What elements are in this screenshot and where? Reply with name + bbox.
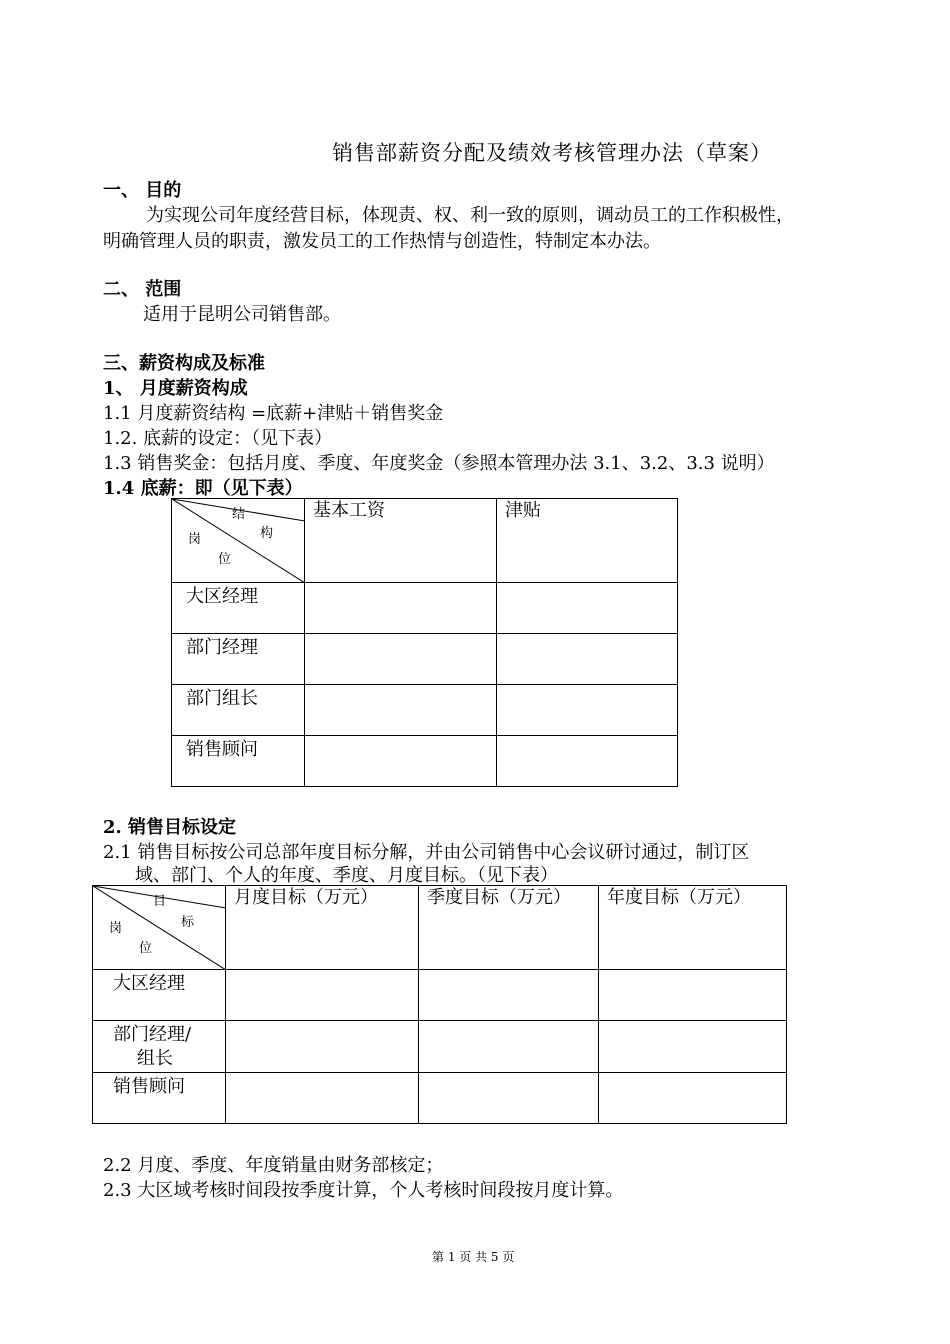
column-header: 月度目标（万元） [226,886,419,970]
table-cell [226,1021,419,1073]
diagonal-label: 结 [232,507,246,522]
row-header: 大区经理 [172,583,305,634]
table-cell [599,1073,787,1124]
table-cell [419,1021,599,1073]
list-item: 1.1 月度薪资结构 =底薪+津贴＋销售奖金 [103,403,444,424]
table-cell [419,1073,599,1124]
base-salary-table [171,498,678,787]
column-header: 基本工资 [305,499,497,583]
section-heading-purpose: 一、 目的 [103,180,182,201]
diagonal-label: 位 [139,941,153,956]
diagonal-header-cell [172,499,305,583]
table-cell [226,970,419,1021]
table-cell [305,583,497,634]
list-item: 1.3 销售奖金：包括月度、季度、年度奖金（参照本管理办法 3.1、3.2、3.3 说明） [103,453,775,474]
table-cell [497,685,678,736]
document-title: 销售部薪资分配及绩效考核管理办法（草案） [332,141,772,165]
table-cell [599,1021,787,1073]
row-header: 部门组长 [172,685,305,736]
diagonal-label: 岗 [109,921,123,936]
row-header-line: 部门经理/ [113,1024,192,1045]
table-cell [305,736,497,787]
list-item-bold: 1.4 底薪：即（见下表） [103,478,303,499]
diagonal-label: 目 [153,894,167,909]
paragraph-line: 2.3 大区域考核时间段按季度计算，个人考核时间段按月度计算。 [103,1180,624,1201]
row-header-line: 组长 [137,1048,173,1069]
table-cell [305,634,497,685]
table-cell [599,970,787,1021]
sales-target-table [92,885,787,1124]
diagonal-label: 位 [218,552,232,567]
table-cell [497,736,678,787]
list-item: 1.2. 底薪的设定：（见下表） [103,428,333,449]
paragraph-line: 明确管理人员的职责，激发员工的工作热情与创造性，特制定本办法。 [103,231,661,252]
paragraph-line: 适用于昆明公司销售部。 [143,304,341,325]
row-header [93,1021,226,1073]
table-cell [305,685,497,736]
paragraph-line: 2.2 月度、季度、年度销量由财务部核定； [103,1155,444,1176]
diagonal-label: 岗 [188,532,202,547]
paragraph-line: 域、部门、个人的年度、季度、月度目标。（见下表） [135,865,558,886]
column-header: 季度目标（万元） [419,886,599,970]
page-footer: 第 1 页 共 5 页 [432,1250,515,1264]
row-header: 销售顾问 [172,736,305,787]
section-heading-scope: 二、 范围 [103,279,182,300]
paragraph-line: 为实现公司年度经营目标，体现责、权、利一致的原则，调动员工的工作积极性， [146,205,794,226]
diagonal-header-cell [93,886,226,970]
table-cell [497,634,678,685]
section-heading-salary: 三、薪资构成及标准 [103,353,265,374]
column-header: 津贴 [497,499,678,583]
table-cell [419,970,599,1021]
column-header: 年度目标（万元） [599,886,787,970]
row-header: 大区经理 [93,970,226,1021]
diagonal-label: 构 [260,526,274,541]
diagonal-label: 标 [181,915,195,930]
subsection-heading: 1、 月度薪资构成 [103,378,248,399]
table-cell [226,1073,419,1124]
section-heading-target: 2. 销售目标设定 [103,817,237,838]
table-cell [497,583,678,634]
row-header: 销售顾问 [93,1073,226,1124]
paragraph-line: 2.1 销售目标按公司总部年度目标分解，并由公司销售中心会议研讨通过，制订区 [103,842,750,863]
row-header: 部门经理 [172,634,305,685]
